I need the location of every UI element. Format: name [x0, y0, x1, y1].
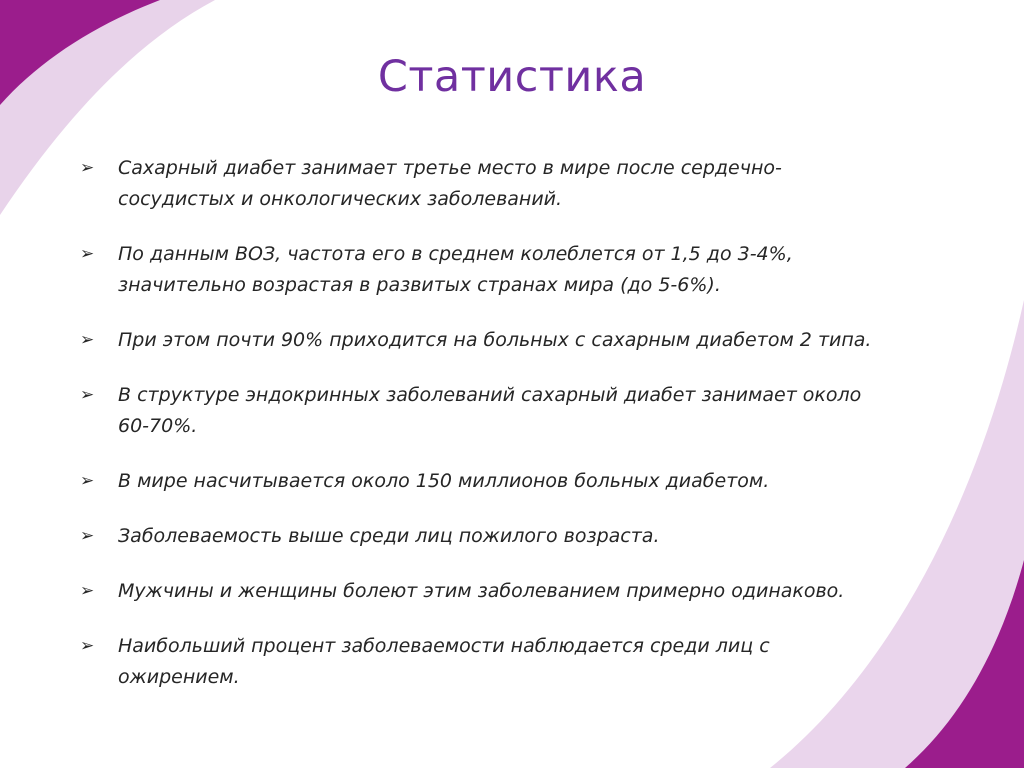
bullet-text-line: Мужчины и женщины болеют этим заболеванием примерно одинаково. — [118, 580, 845, 602]
bullet-text-line: При этом почти 90% приходится на больных с сахарным диабетом 2 типа. — [118, 329, 872, 351]
bullet-text-line: значительно возрастая в развитых странах мира (до 5-6%). — [118, 274, 721, 296]
bullet-item — [80, 325, 980, 356]
arrow-bullet-icon: ➢ — [80, 526, 95, 546]
bullet-item — [80, 521, 980, 552]
bullet-item — [80, 631, 980, 693]
bullet-text-line: В мире насчитывается около 150 миллионов больных диабетом. — [118, 470, 770, 492]
bullet-text-line: Сахарный диабет занимает третье место в мире после сердечно- — [118, 157, 782, 179]
bullet-text-line: По данным ВОЗ, частота его в среднем колеблется от 1,5 до 3-4%, — [118, 243, 793, 265]
bullet-text-line: сосудистых и онкологических заболеваний. — [118, 188, 563, 210]
arrow-bullet-icon: ➢ — [80, 330, 95, 350]
slide-title: Статистика — [377, 52, 647, 102]
bullet-text-line: Заболеваемость выше среди лиц пожилого возраста. — [118, 525, 660, 547]
bullet-text-line: В структуре эндокринных заболеваний сахарный диабет занимает около — [118, 384, 862, 406]
bullet-text-line: Наибольший процент заболеваемости наблюдается среди лиц с — [118, 635, 770, 657]
arrow-bullet-icon: ➢ — [80, 385, 95, 405]
bullet-item — [80, 466, 980, 497]
arrow-bullet-icon: ➢ — [80, 244, 95, 264]
arrow-bullet-icon: ➢ — [80, 581, 95, 601]
bullet-item — [80, 380, 980, 442]
arrow-bullet-icon: ➢ — [80, 158, 95, 178]
bullet-list — [80, 153, 980, 717]
bullet-item — [80, 153, 980, 215]
arrow-bullet-icon: ➢ — [80, 471, 95, 491]
bullet-item — [80, 576, 980, 607]
bullet-text-line: ожирением. — [118, 666, 240, 688]
arrow-bullet-icon: ➢ — [80, 636, 95, 656]
bullet-text-line: 60-70%. — [118, 415, 198, 437]
bullet-item — [80, 239, 980, 301]
